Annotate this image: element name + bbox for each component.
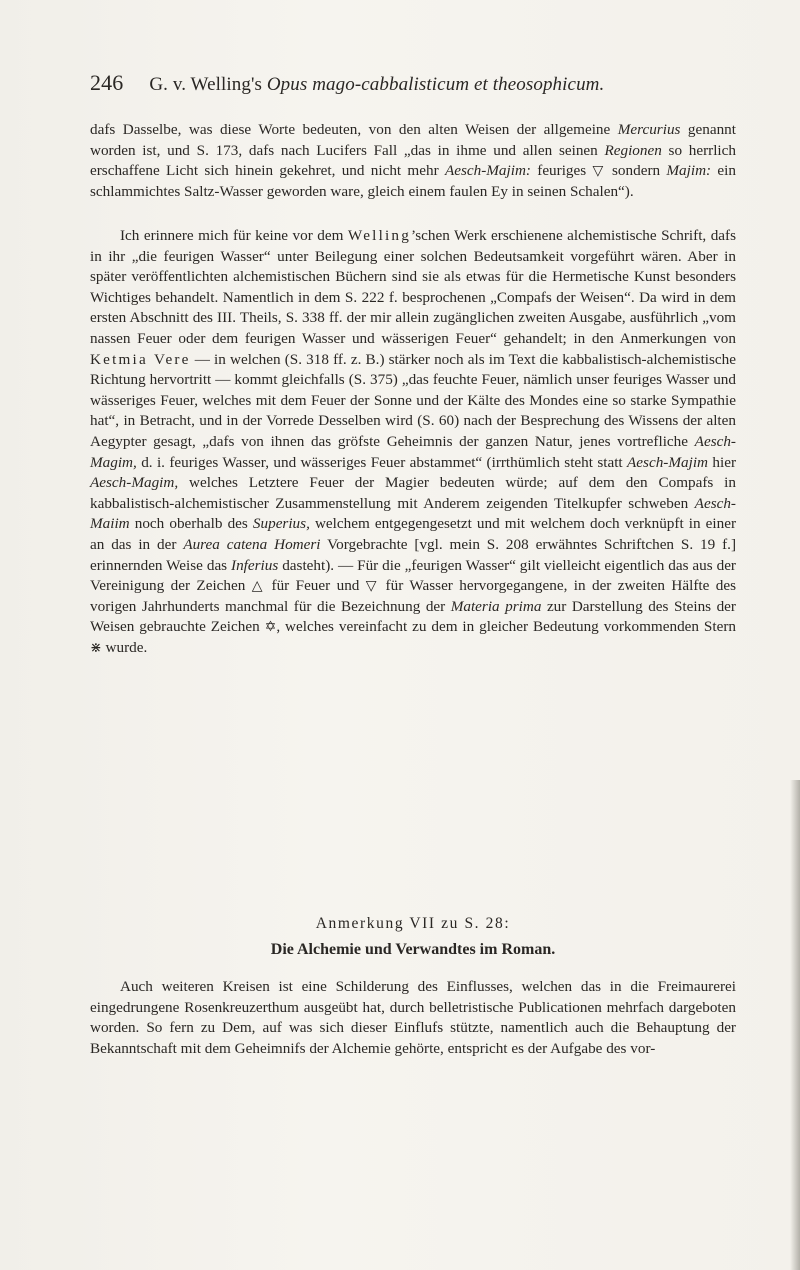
italic-term: Aesch-Majim — [627, 453, 709, 471]
header-author: G. v. Welling's — [149, 74, 262, 95]
text-run: dasteht). — Für die „feurigen Wasser“ gilt vielleicht eigentlich das aus der Vereinigung der Zeichen — [90, 556, 736, 595]
italic-term: Aesch-Magim, — [90, 432, 736, 471]
italic-term: Aesch-Majim: — [444, 162, 531, 180]
note-title: Die Alchemie und Verwandtes im Roman. — [270, 941, 556, 958]
text-run: — in welchen (S. 318 ff. z. B.) stärker noch als im Text die kabbalistisch-alchemistische Richtung hervortritt — kommt gleichfalls (S. 375) „das feuchte Feuer, nämlich unser feuriges Wasser und wässeriges Feuer, welches mit dem Feuer der Sonne und der Kälte des Mondes eine so starke Sympathie hat“, in Betracht, und in der Vorrede Desselben wird (S. 60) nach der Besprechung des Wissens der alten Aegypter gesagt, „dafs von ihnen das gröfste Geheimnis der ganzen Natur, jenes vortrefliche — [90, 350, 736, 450]
paragraph-3-text: Auch weiteren Kreisen ist eine Schilderung des Einflusses, welchen das in die Freimaurerei eingedrungene Rosenkreuzerthum ausgeübt hat, durch belletristische Publicationen mehrfach dargeboten worden. So fern zu Dem, auf was sich dieser Einflufs stützte, namentlich auch die Behauptung der Bekanntschaft mit dem Geheimnifs der Alchemie gehörte, entspricht es der Aufgabe des vor- — [90, 978, 736, 1057]
page-number: 246 — [90, 70, 124, 95]
italic-term: Aesch-Magim, — [90, 474, 179, 492]
water-symbol-icon: ▽ — [365, 578, 380, 595]
text-run: genannt worden ist, und S. 173, dafs nach Lucifers Fall „das in ihme und allen seinen — [90, 121, 736, 159]
text-run: noch oberhalb des — [129, 515, 253, 533]
text-run: für Feuer und — [265, 577, 366, 595]
water-symbol-icon: ▽ — [592, 163, 606, 180]
italic-term: Materia prima — [450, 597, 542, 615]
italic-term: Majim: — [666, 162, 712, 180]
spaced-name: Ketmia Vere — [90, 350, 191, 368]
text-run: zur Darstellung des Steins der Weisen gebrauchte Zeichen — [90, 597, 736, 636]
text-run: Vorgebrachte [vgl. mein S. 208 erwähntes Schriftchen S. 19 f.] erinnernden Weise das — [90, 535, 737, 574]
text-run: feuriges — [530, 162, 593, 180]
text-run: hier — [708, 453, 736, 471]
italic-term: Mercurius — [617, 121, 681, 138]
running-header — [90, 70, 730, 96]
text-run: welchem entgegengesetzt und mit welchem doch verknüpft in einer an das in der — [90, 515, 737, 553]
text-run: d. i. feuriges Wasser, und wässeriges Feuer abstammet“ (irrthümlich steht statt — [136, 453, 628, 471]
text-run: ’schen Werk erschienene alchemistische Schrift, dafs in ihr „die feurigen Wasser“ unter Beilegung einer solchen Bedeutsamkeit vorgeführt wären. Aber in später veröffentlichten alchemistischen Büchern sind sie als etwas für die Hermetische Kunst besonders Wichtiges behandelt. Namentlich in dem S. 222 f. besprochenen „Compafs der Weisen“. Da wird in dem ersten Abschnitt des III. Theils, S. 338 ff. der mir allein zugänglichen zweiten Ausgabe, ausführlich „vom nassen Feuer oder dem feurigen Wasser und wässerigen Feuer“ gehandelt; in den Anmerkungen von — [90, 227, 736, 347]
hexagram-symbol-icon: ✡ — [264, 619, 277, 636]
star-symbol-icon: ⋇ — [90, 639, 102, 656]
text-run: so herrlich erschaffene Licht sich hinein gekehret, und nicht mehr — [90, 141, 736, 180]
text-run: welches Letztere Feuer der Magier bedeuten würde; auf dem den Compafs in kabbalistisch-alchemistischer Zusammenstellung mit Anderem zeigenden Titelkupfer schweben — [90, 474, 736, 512]
text-run: , welches vereinfacht zu dem in gleicher Bedeutung vorkommenden Stern — [276, 618, 736, 636]
text-run: Ich erinnere mich für keine vor dem — [120, 227, 348, 244]
page-edge-shadow — [790, 780, 800, 1270]
paragraph-2 — [90, 226, 736, 658]
italic-term: Superius, — [252, 515, 310, 533]
paragraph-1 — [90, 120, 736, 202]
text-run: ein schlammichtes Saltz-Wasser geworden ware, gleich einem faulen Ey in seinen Schalen“). — [90, 162, 736, 200]
text-run: wurde. — [101, 638, 148, 656]
text-run: sondern — [605, 162, 667, 180]
italic-term: Regionen — [604, 141, 662, 159]
fire-symbol-icon: △ — [251, 578, 266, 595]
header-title: Opus mago-cabbalisticum et theosophicum. — [266, 74, 605, 95]
italic-term: Aurea catena Homeri — [183, 535, 321, 553]
italic-term: Inferius — [231, 556, 279, 574]
note-heading: Anmerkung VII zu S. 28: — [315, 915, 511, 932]
spaced-name: Welling — [347, 227, 412, 244]
text-run: dafs Dasselbe, was diese Worte bedeuten, von den alten Weisen der allgemeine — [90, 121, 618, 138]
text-run: für Wasser hervorgegangene, in der zweiten Hälfte des vorigen Jahrhunderts manchmal für die Bezeichnung der — [90, 577, 736, 615]
paragraph-3 — [90, 977, 736, 1059]
italic-term: Aesch-Maiim — [90, 494, 736, 533]
